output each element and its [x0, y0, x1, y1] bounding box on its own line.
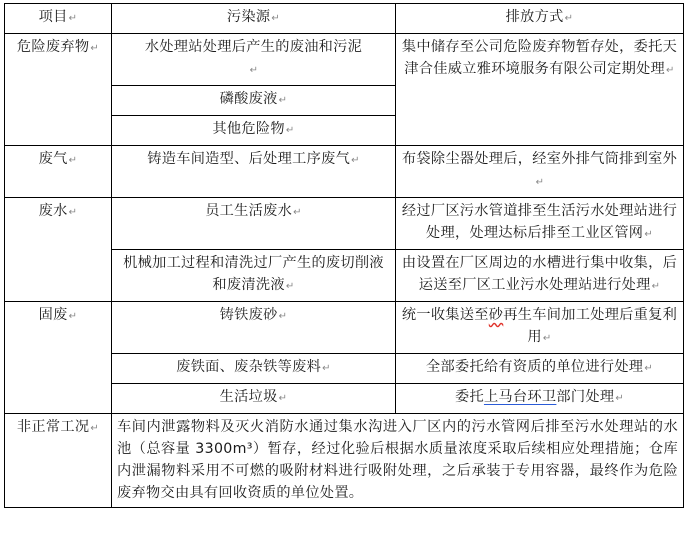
- category-cell: 废水↵: [5, 198, 112, 302]
- header-source: 污染源↵: [112, 4, 396, 34]
- method-cell: 布袋除尘器处理后，经室外排气筒排到室外↵: [396, 146, 684, 198]
- source-cell: 生活垃圾↵: [112, 384, 396, 414]
- source-cell: 磷酸废液↵: [112, 86, 396, 116]
- source-cell: 水处理站处理后产生的废油和污泥 ↵: [112, 34, 396, 86]
- paragraph-mark-icon: ↵: [351, 155, 360, 166]
- spellcheck-mark: 砂: [488, 307, 504, 323]
- source-cell: 铸造车间造型、后处理工序废气↵: [112, 146, 396, 198]
- table-row: [5, 198, 684, 250]
- header-category: 项目↵: [5, 4, 112, 34]
- paragraph-mark-icon: ↵: [285, 281, 295, 292]
- method-cell: 经过厂区污水管道排至生活污水处理站进行处理，处理达标后排至工业区管网↵: [396, 198, 684, 250]
- method-cell: 由设置在厂区周边的水槽进行集中收集，后运送至厂区工业污水处理站进行处理↵: [396, 250, 684, 302]
- category-cell: 废气↵: [5, 146, 112, 198]
- source-cell: 机械加工过程和清洗过厂产生的废切削液和废清洗液↵: [112, 250, 396, 302]
- table-row: [5, 34, 684, 86]
- paragraph-mark-icon: ↵: [285, 125, 295, 136]
- paragraph-mark-icon: ↵: [68, 207, 78, 218]
- paragraph-mark-icon: ↵: [666, 65, 675, 76]
- paragraph-mark-icon: ↵: [293, 207, 302, 218]
- source-cell: 员工生活废水↵: [112, 198, 396, 250]
- method-cell: 集中储存至公司危险废弃物暂存处，委托天津合佳威立雅环境服务有限公司定期处理↵: [396, 34, 684, 146]
- source-cell: 废铁面、废杂铁等废料↵: [112, 354, 396, 384]
- table-row: [5, 414, 684, 508]
- paragraph-mark-icon: ↵: [644, 229, 653, 240]
- category-cell: 非正常工况↵: [5, 414, 112, 508]
- paragraph-mark-icon: ↵: [564, 13, 574, 24]
- source-cell: 其他危险物↵: [112, 116, 396, 146]
- paragraph-mark-icon: ↵: [68, 155, 78, 166]
- paragraph-mark-icon: ↵: [68, 13, 78, 24]
- paragraph-mark-icon: ↵: [644, 363, 653, 374]
- paragraph-mark-icon: ↵: [322, 363, 331, 374]
- grammar-mark: 上马台环卫: [483, 389, 557, 405]
- description-cell: 车间内泄露物料及灭火消防水通过集水沟进入厂区内的污水管网后排至污水处理站的水池（总容量 3300m³）暂存，经过化验后根据水质量浓度采取后续相应处理措施；仓库内泄漏物料采用不可燃的吸附材料进行吸附处理，之后承装于专用容器，最终作为危险废弃物交由具有回收资质的单位处置。: [112, 414, 684, 508]
- table-row: [5, 302, 684, 354]
- method-cell: 全部委托给有资质的单位进行处理↵: [396, 354, 684, 384]
- paragraph-mark-icon: ↵: [535, 177, 545, 188]
- table-row: [5, 146, 684, 198]
- header-method: 排放方式↵: [396, 4, 684, 34]
- paragraph-mark-icon: ↵: [278, 393, 288, 404]
- paragraph-mark-icon: ↵: [271, 13, 281, 24]
- paragraph-mark-icon: ↵: [68, 311, 78, 322]
- paragraph-mark-icon: ↵: [651, 281, 661, 292]
- category-cell: 危险废弃物↵: [5, 34, 112, 146]
- source-cell: 铸铁废砂↵: [112, 302, 396, 354]
- paragraph-mark-icon: ↵: [90, 423, 100, 434]
- method-cell: 统一收集送至砂再生车间加工处理后重复利用↵: [396, 302, 684, 354]
- pollution-table: [4, 3, 684, 508]
- category-cell: 固废↵: [5, 302, 112, 414]
- paragraph-mark-icon: ↵: [615, 393, 625, 404]
- paragraph-mark-icon: ↵: [90, 43, 100, 54]
- paragraph-mark-icon: ↵: [249, 65, 259, 76]
- table-header-row: [5, 4, 684, 34]
- paragraph-mark-icon: ↵: [278, 311, 288, 322]
- method-cell: 委托上马台环卫部门处理↵: [396, 384, 684, 414]
- paragraph-mark-icon: ↵: [542, 333, 552, 344]
- paragraph-mark-icon: ↵: [278, 95, 288, 106]
